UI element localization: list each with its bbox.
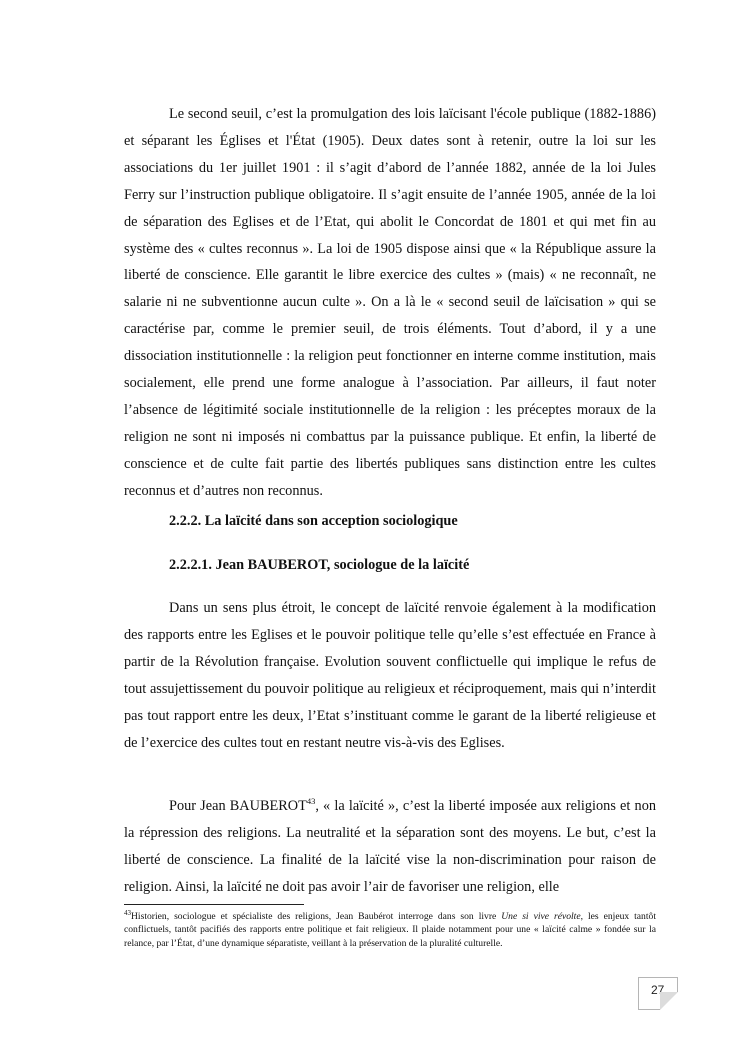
footnote-book-title: Une si vive révolte (501, 911, 581, 922)
page-curl-icon (660, 992, 678, 1010)
footnote-text-start: Historien, sociologue et spécialiste des religions, Jean Baubérot interroge dans son livre (131, 911, 502, 922)
footnote-43 (124, 910, 656, 950)
paragraph-laicite-sens-etroit: Dans un sens plus étroit, le concept de laïcité renvoie également à la modification des rapports entre les Eglises et le pouvoir politique telle qu’elle s’est effectuée en France à partir de la Révolution française. Evolution souvent conflictuelle qui implique le refus de tout assujettissement du pouvoir politique au religieux et réciproquement, mais qui n’interdit pas tout rapport entre les deux, l’Etat s’instituant comme le garant de la liberté religieuse et de l’exercice des cultes tout en restant neutre vis-à-vis des Eglises. (124, 600, 656, 751)
footnote-text-end: , les enjeux tantôt conflictuels, tantôt pacifiés des rapports entre politique et fait religieux. Il plaide notamment pour une « laïcité calme » fondée sur la relance, par l’État, d’une dynamique séparatiste, veillant à la préservation de la pluralité culturelle. (124, 911, 656, 949)
paragraph-bauberot-start: Pour Jean BAUBEROT (169, 798, 307, 814)
page-number-box (638, 977, 678, 1010)
page-number: 27 (651, 983, 665, 997)
footnote-separator (124, 904, 304, 905)
footnote-reference[interactable]: 43 (306, 796, 316, 807)
paragraph-bauberot (124, 793, 656, 901)
section-heading-2-2-2: 2.2.2. La laïcité dans son acception sociologique (169, 513, 458, 529)
section-heading-2-2-2-1: 2.2.2.1. Jean BAUBEROT, sociologue de la laïcité (169, 557, 470, 573)
footnote-number: 43 (124, 908, 131, 917)
paragraph-second-seuil: Le second seuil, c’est la promulgation des lois laïcisant l'école publique (1882-1886) et séparant les Églises et l'État (1905). Deux dates sont à retenir, outre la loi sur les associations du 1er juillet 1901 : il s’agit d’abord de l’année 1882, année de la loi Jules Ferry sur l’instruction publique obligatoire. Il s’agit ensuite de l’année 1905, année de la loi de séparation des Eglises et de l’Etat, qui abolit le Concordat de 1801 et qui met fin au système des « cultes reconnus ». La loi de 1905 dispose ainsi que « la République assure la liberté de conscience. Elle garantit le libre exercice des cultes » (mais) « ne reconnaît, ne salarie ni ne subventionne aucun culte ». On a là le « second seuil de laïcisation » qui se caractérise par, comme le premier seuil, de trois éléments. Tout d’abord, il y a une dissociation institutionnelle : la religion peut fonctionner en interne comme institution, mais socialement, elle prend une forme analogue à l’association. Par ailleurs, il faut noter l’absence de légitimité sociale institutionnelle de la religion : les préceptes moraux de la religion ne sont ni imposés ni combattus par la puissance publique. Et enfin, la liberté de conscience et de culte fait partie des libertés publiques sans distinction entre les cultes reconnus et d’autres non reconnus. (124, 106, 656, 499)
paragraph-bauberot-rest: , « la laïcité », c’est la liberté imposée aux religions et non la répression des religions. La neutralité et la séparation sont des moyens. Le but, c’est la liberté de conscience. La finalité de la laïcité vise la non-discrimination pour raison de religion. Ainsi, la laïcité ne doit pas avoir l’air de favoriser une religion, elle (124, 798, 656, 895)
